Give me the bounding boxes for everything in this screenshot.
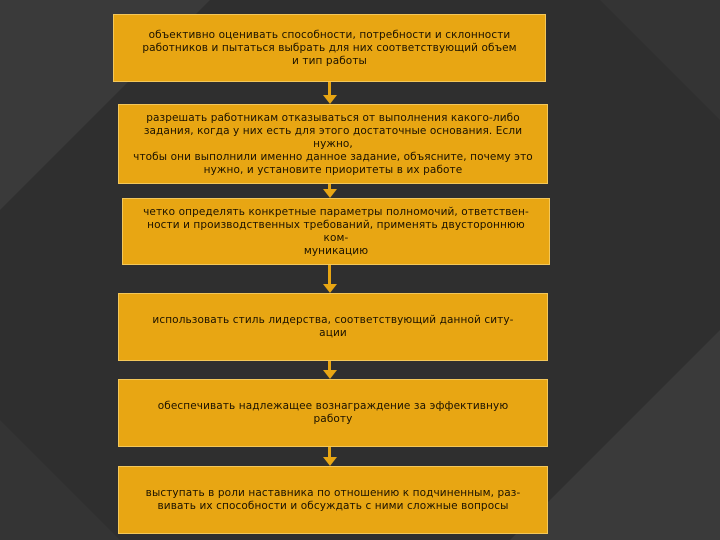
step-text-2	[129, 112, 537, 177]
step-4-line-2: ации	[319, 327, 347, 339]
step-box-5	[118, 379, 548, 447]
step-1-line-1: объективно оценивать способности, потребности и склонности	[148, 28, 511, 41]
down-arrow-icon	[323, 82, 337, 104]
down-arrow-icon	[323, 265, 337, 293]
step-3-line-2: ности и производственных требований, применять двустороннюю ком-	[147, 218, 525, 244]
step-text-3	[133, 206, 539, 258]
background-corner-top-right	[600, 0, 720, 120]
step-box-4	[118, 293, 548, 361]
step-text-6	[146, 487, 521, 513]
step-box-2	[118, 104, 548, 184]
step-box-3	[122, 198, 550, 265]
step-box-6	[118, 466, 548, 534]
step-6-line-1: выступать в роли наставника по отношению к подчиненным, раз-	[145, 487, 521, 499]
step-text-5	[158, 400, 509, 426]
step-4-line-1: использовать стиль лидерства, соответствующий данной ситу-	[152, 314, 514, 326]
step-1-line-3: и тип работы	[292, 54, 367, 67]
step-text-4	[152, 314, 513, 340]
step-2-line-3: чтобы они выполнили именно данное задание, объясните, почему это	[133, 150, 533, 163]
step-2-line-4: нужно, и установите приоритеты в их работе	[203, 163, 463, 176]
background-corner-bottom-left	[0, 420, 120, 540]
step-2-line-2: задания, когда у них есть для этого достаточные основания. Если нужно,	[143, 124, 523, 150]
step-5-line-1: обеспечивать надлежащее вознаграждение за эффективную	[157, 400, 509, 412]
down-arrow-icon	[323, 447, 337, 466]
step-1-line-2: работников и пытаться выбрать для них соответствующий объем	[142, 41, 517, 54]
step-3-line-1: четко определять конкретные параметры полномочий, ответствен-	[143, 205, 529, 218]
step-box-1	[113, 14, 546, 82]
down-arrow-icon	[323, 184, 337, 198]
down-arrow-icon	[323, 361, 337, 379]
step-6-line-2: вивать их способности и обсуждать с ними сложные вопросы	[157, 500, 509, 512]
step-3-line-3: муникацию	[303, 244, 369, 257]
step-2-line-1: разрешать работникам отказываться от выполнения какого-либо	[146, 111, 520, 124]
step-text-1	[142, 29, 516, 68]
step-5-line-2: работу	[313, 413, 353, 425]
